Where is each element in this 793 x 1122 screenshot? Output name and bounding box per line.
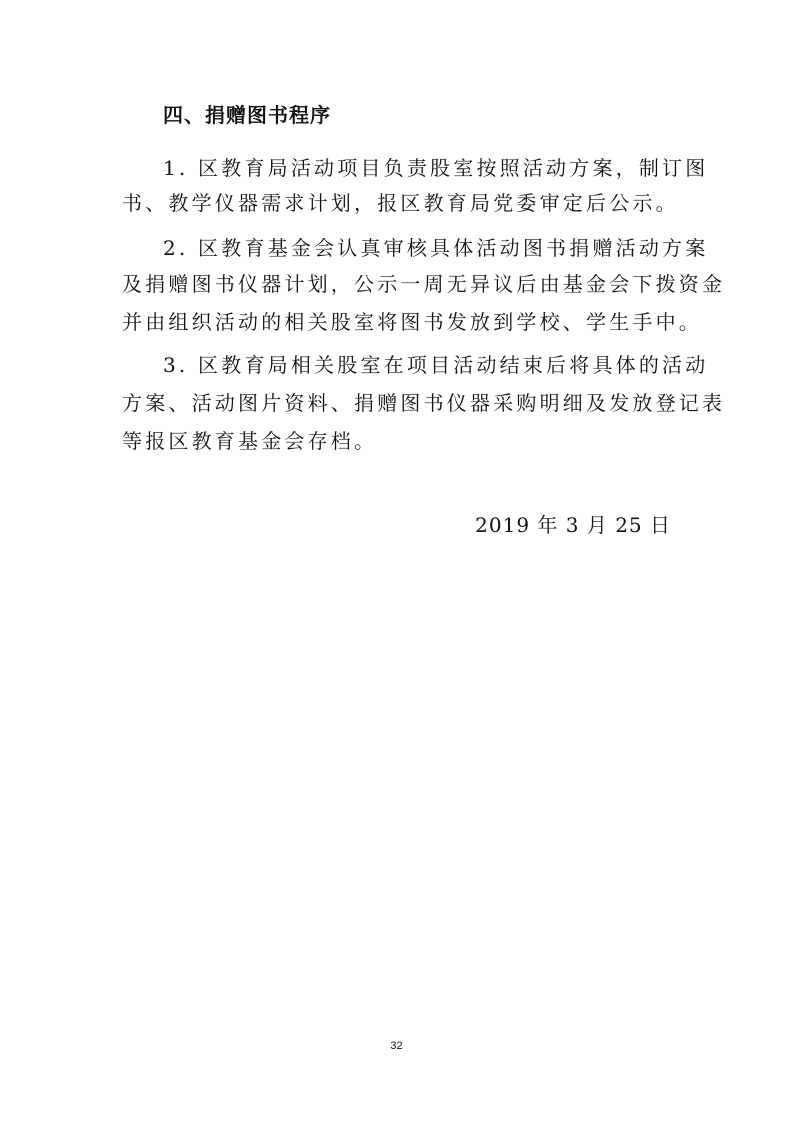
paragraph-1-line-1: 1. 区教育局活动项目负责股室按照活动方案，制订图 — [163, 156, 709, 180]
paragraph-3-line-3: 等报区教育基金会存档。 — [122, 429, 378, 453]
paragraph-2-line-3: 并由组织活动的相关股室将图书发放到学校、学生手中。 — [122, 310, 702, 334]
document-date: 2019 年 3 月 25 日 — [475, 513, 671, 537]
paragraph-3-line-1: 3. 区教育局相关股室在项目活动结束后将具体的活动 — [163, 353, 709, 377]
paragraph-2-line-1: 2. 区教育基金会认真审核具体活动图书捐赠活动方案 — [163, 236, 709, 260]
paragraph-2-line-2: 及捐赠图书仪器计划，公示一周无异议后由基金会下拨资金 — [122, 272, 726, 296]
paragraph-1-line-2: 书、教学仪器需求计划，报区教育局党委审定后公示。 — [122, 191, 679, 215]
page-number: 32 — [390, 1040, 403, 1052]
section-heading: 四、捐赠图书程序 — [163, 103, 331, 127]
paragraph-3-line-2: 方案、活动图片资料、捐赠图书仪器采购明细及发放登记表 — [122, 391, 726, 415]
